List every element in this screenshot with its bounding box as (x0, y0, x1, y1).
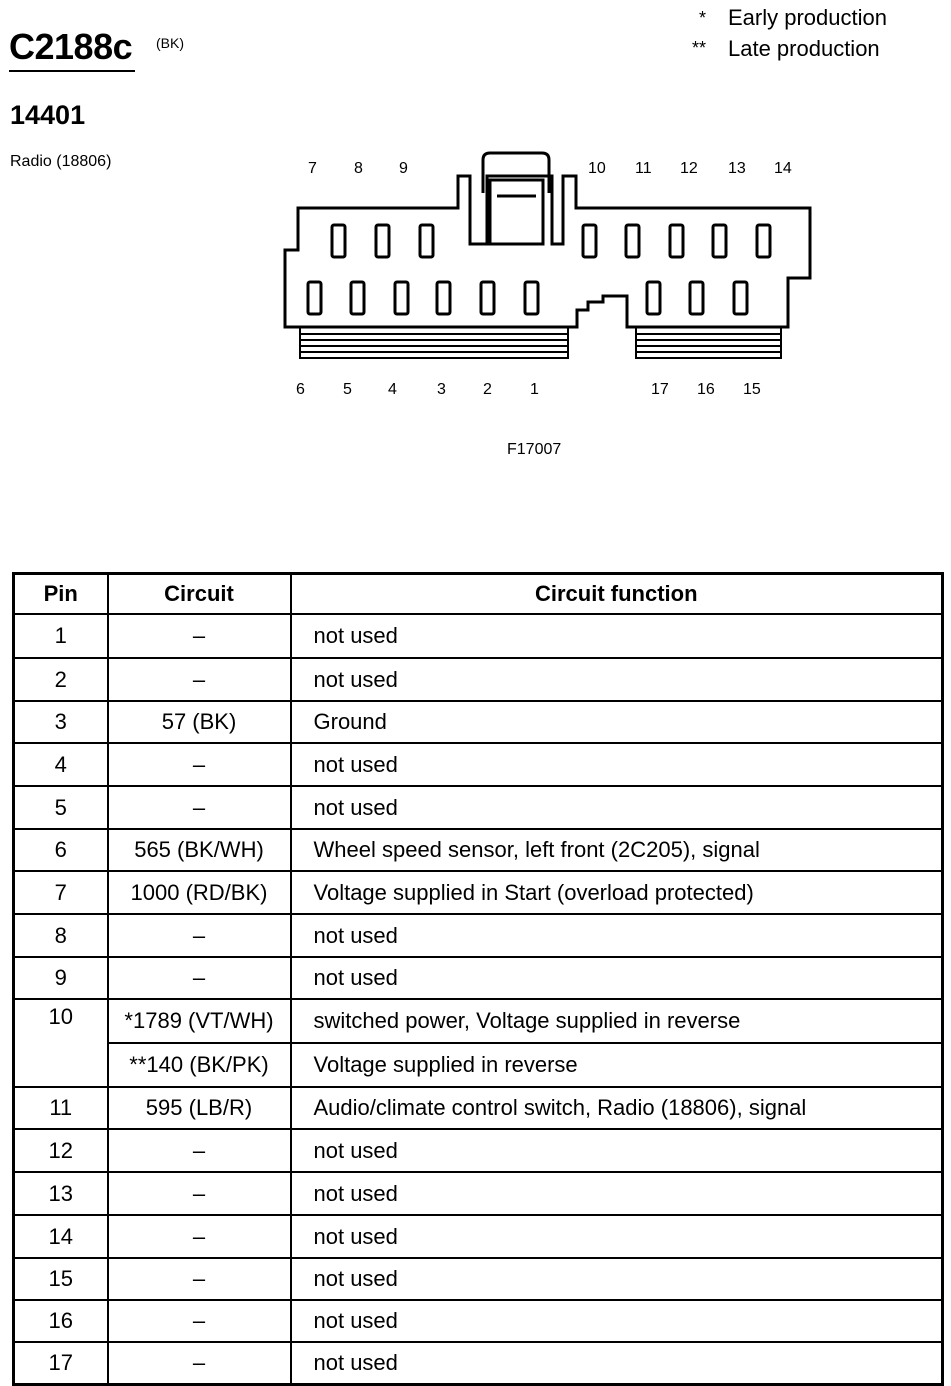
function-cell: not used (291, 1129, 943, 1172)
function-cell: not used (291, 1300, 943, 1342)
function-cell: not used (291, 1258, 943, 1300)
function-cell: not used (291, 957, 943, 999)
table-row (14, 1043, 943, 1087)
table-row (14, 1087, 943, 1129)
circuit-cell: – (108, 957, 291, 999)
pin-label-12: 12 (680, 160, 698, 177)
pin-table (12, 572, 944, 1386)
pin-cell: 4 (14, 743, 108, 786)
pin-cell: 8 (14, 914, 108, 957)
pin-label-5: 5 (343, 381, 352, 398)
pin-cell: 5 (14, 786, 108, 829)
pin-label-13: 13 (728, 160, 746, 177)
pin-cell: 1 (14, 614, 108, 658)
table-row (14, 1258, 943, 1300)
pin-label-10: 10 (588, 160, 606, 177)
component-name: Radio (18806) (10, 153, 112, 170)
function-cell: Audio/climate control switch, Radio (18806), signal (291, 1087, 943, 1129)
table-row (14, 1342, 943, 1385)
circuit-cell: **140 (BK/PK) (108, 1043, 291, 1087)
function-cell: Wheel speed sensor, left front (2C205), signal (291, 829, 943, 871)
figure-code: F17007 (507, 441, 562, 458)
pin-label-8: 8 (354, 160, 363, 177)
circuit-cell: 57 (BK) (108, 701, 291, 743)
pin-cell: 13 (14, 1172, 108, 1215)
function-cell: not used (291, 786, 943, 829)
function-cell: not used (291, 1172, 943, 1215)
function-cell: not used (291, 743, 943, 786)
pin-cell: 9 (14, 957, 108, 999)
table-row (14, 1300, 943, 1342)
pin-label-3: 3 (437, 381, 446, 398)
table-row (14, 871, 943, 914)
connector-diagram (0, 0, 951, 470)
pin-label-6: 6 (296, 381, 305, 398)
table-header-row (14, 574, 943, 615)
table-row (14, 1172, 943, 1215)
circuit-cell: – (108, 658, 291, 701)
table-row (14, 614, 943, 658)
pin-cell: 17 (14, 1342, 108, 1385)
pin-label-2: 2 (483, 381, 492, 398)
circuit-cell: 595 (LB/R) (108, 1087, 291, 1129)
column-header-circuit: Circuit (108, 574, 291, 615)
table-row (14, 658, 943, 701)
table-row (14, 914, 943, 957)
part-number: 14401 (10, 100, 86, 130)
circuit-cell: – (108, 1342, 291, 1385)
table-row (14, 701, 943, 743)
table-row (14, 999, 943, 1043)
legend-text-early: Early production (728, 5, 887, 30)
pin-label-7: 7 (308, 160, 317, 177)
circuit-cell: – (108, 1300, 291, 1342)
circuit-cell: – (108, 1172, 291, 1215)
function-cell: not used (291, 914, 943, 957)
function-cell: not used (291, 614, 943, 658)
circuit-cell: 565 (BK/WH) (108, 829, 291, 871)
pin-label-15: 15 (743, 381, 761, 398)
table-row (14, 1129, 943, 1172)
table-row (14, 743, 943, 786)
circuit-cell: – (108, 786, 291, 829)
function-cell: Voltage supplied in Start (overload protected) (291, 871, 943, 914)
circuit-cell: – (108, 1215, 291, 1258)
pin-label-4: 4 (388, 381, 397, 398)
pin-cell: 15 (14, 1258, 108, 1300)
connector-color: (BK) (156, 35, 184, 51)
pin-cell: 11 (14, 1087, 108, 1129)
circuit-cell: – (108, 914, 291, 957)
pin-cell: 14 (14, 1215, 108, 1258)
circuit-cell: – (108, 743, 291, 786)
table-row (14, 829, 943, 871)
table-row (14, 957, 943, 999)
pin-cell: 7 (14, 871, 108, 914)
function-cell: not used (291, 1215, 943, 1258)
function-cell: not used (291, 658, 943, 701)
pin-cell: 3 (14, 701, 108, 743)
circuit-cell: *1789 (VT/WH) (108, 999, 291, 1043)
pin-cell: 6 (14, 829, 108, 871)
function-cell: switched power, Voltage supplied in reverse (291, 999, 943, 1043)
pin-label-9: 9 (399, 160, 408, 177)
pin-label-14: 14 (774, 160, 792, 177)
pin-cell: 16 (14, 1300, 108, 1342)
column-header-function: Circuit function (291, 574, 943, 615)
table-row (14, 1215, 943, 1258)
pin-cell: 12 (14, 1129, 108, 1172)
function-cell: not used (291, 1342, 943, 1385)
pin-label-17: 17 (651, 381, 669, 398)
pin-cell: 10 (14, 999, 108, 1087)
pin-cell: 2 (14, 658, 108, 701)
circuit-cell: – (108, 614, 291, 658)
pin-label-11: 11 (635, 160, 652, 177)
connector-id: C2188c (9, 26, 133, 67)
legend-symbol-late: ** (691, 38, 706, 58)
function-cell: Ground (291, 701, 943, 743)
pin-label-16: 16 (697, 381, 715, 398)
circuit-cell: – (108, 1258, 291, 1300)
legend-symbol-early: * (698, 8, 706, 28)
legend-text-late: Late production (728, 36, 880, 61)
function-cell: Voltage supplied in reverse (291, 1043, 943, 1087)
circuit-cell: – (108, 1129, 291, 1172)
column-header-pin: Pin (14, 574, 108, 615)
pin-label-1: 1 (530, 381, 539, 398)
table-row (14, 786, 943, 829)
circuit-cell: 1000 (RD/BK) (108, 871, 291, 914)
